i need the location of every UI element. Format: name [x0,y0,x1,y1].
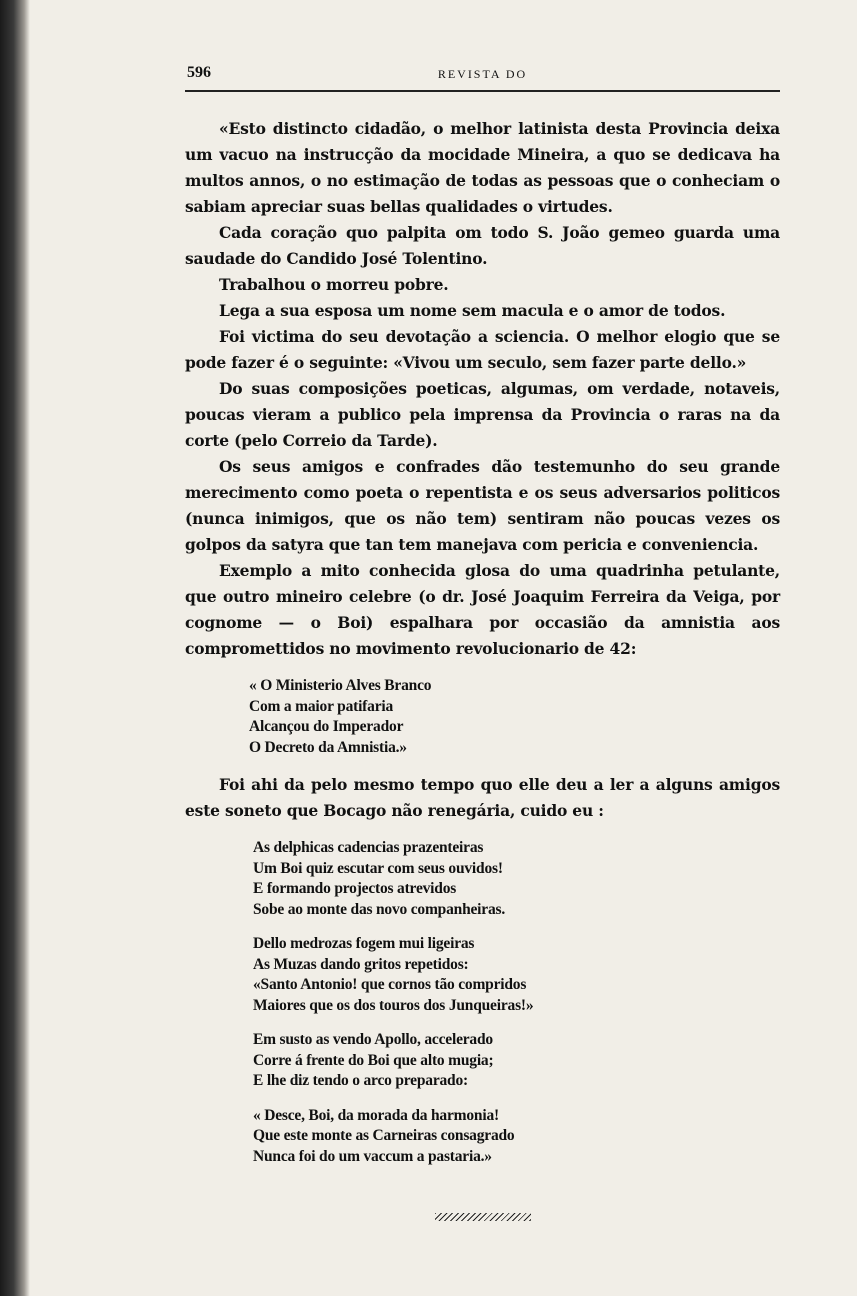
verse-line: Em susto as vendo Apollo, accelerado [253,1031,493,1048]
paragraph: Foi victima do seu devotação a sciencia. O melhor elogio que se pode fazer é o seguinte: «Vivou um seculo, sem fazer parte dello.» [185,327,780,372]
verse-line: Maiores que os dos touros dos Junqueiras!» [253,996,534,1014]
verse-line: As delphicas cadencias prazenteiras [253,839,484,856]
verse-line: Que este monte as Carneiras consagrado [253,1127,515,1144]
page-number: 596 [187,64,211,81]
verse-line: Um Boi quiz escutar com seus ouvidos! [253,859,503,877]
verse-line: Com a maior patifaria [249,697,394,715]
paragraph: Exemplo a mito conhecida glosa do uma quadrinha petulante, que outro mineiro celebre (o dr. José Joaquim Ferreira da Veiga, por cognome — o Boi) espalhara por occasião da amnistia aos compromettidos no movimento revolucionario de 42: [185,561,780,658]
verse-line: Alcançou do Imperador [249,718,404,735]
sonnet-stanza [253,838,780,920]
verse-line: E lhe diz tendo o arco preparado: [253,1072,468,1089]
header-rule [185,90,780,92]
sonnet-stanza [253,934,780,1016]
end-ornament [435,1213,531,1221]
quatrain [249,676,780,758]
paragraph: Os seus amigos e confrades dão testemunho do seu grande merecimento como poeta o repentista e os seus adversarios politicos (nunca inimigos, que os não tem) sentiram não poucas vezes os golpos da satyra que tan tem manejava com pericia e conveniencia. [185,457,780,554]
paragraph: Lega a sua esposa um nome sem macula e o amor de todos. [219,301,726,320]
verse-line: Sobe ao monte das novo companheiras. [253,900,506,918]
paragraph: «Esto distincto cidadão, o melhor latinista desta Provincia deixa um vacuo na instrucção da mocidade Mineira, a quo se dedicava ha multos annos, o no estimação de todas as pessoas que o conheciam o sabiam apreciar suas bellas qualidades o virtudes. [185,119,780,216]
verse-line: As Muzas dando gritos repetidos: [253,955,469,973]
verse-line: «Santo Antonio! que cornos tão compridos [253,976,527,993]
book-binding-edge [0,0,30,1296]
verse-line: O Decreto da Amnistia.» [249,738,407,756]
verse-line: « Desce, Boi, da morada da harmonia! [253,1106,499,1124]
article-body [185,116,780,1221]
verse-line: E formando projectos atrevidos [253,880,457,897]
paragraph: Foi ahi da pelo mesmo tempo quo elle deu a ler a alguns amigos este soneto que Bocago não renegária, cuido eu : [185,775,780,820]
paragraph: Trabalhou o morreu pobre. [219,275,449,294]
running-head [185,60,780,88]
running-title: REVISTA DO [437,67,528,81]
sonnet [253,838,780,1167]
book-page [185,60,780,1221]
verse-line: Corre á frente do Boi que alto mugia; [253,1051,494,1069]
verse-line: « O Ministerio Alves Branco [249,677,432,694]
sonnet-stanza [253,1106,780,1168]
verse-line: Nunca foi do um vaccum a pastaria.» [253,1147,492,1165]
sonnet-stanza [253,1030,780,1092]
paragraph: Cada coração quo palpita om todo S. João gemeo guarda uma saudade do Candido José Tolentino. [185,223,780,268]
verse-line: Dello medrozas fogem mui ligeiras [253,935,475,952]
paragraph: Do suas composições poeticas, algumas, om verdade, notaveis, poucas vieram a publico pela imprensa da Provincia o raras na da corte (pelo Correio da Tarde). [185,379,780,450]
